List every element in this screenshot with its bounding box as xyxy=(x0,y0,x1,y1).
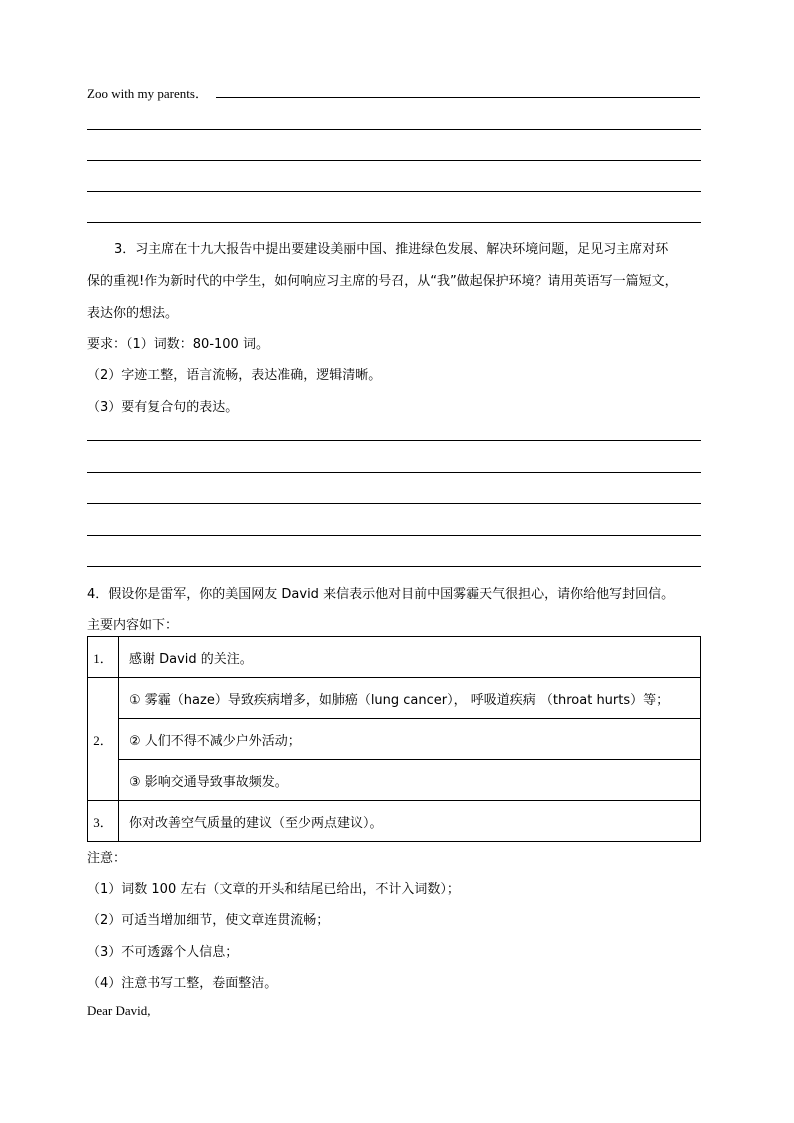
row-number: 1． xyxy=(88,637,119,678)
row-number: 3． xyxy=(88,801,119,842)
answer-line[interactable] xyxy=(87,472,701,473)
answer-line[interactable] xyxy=(87,503,701,504)
q4-content-label: 主要内容如下： xyxy=(87,618,179,633)
table-row xyxy=(88,760,701,801)
answer-line[interactable] xyxy=(87,440,701,441)
row-number: 2． xyxy=(88,678,119,801)
table-row xyxy=(88,678,701,719)
table-row xyxy=(88,719,701,760)
letter-greeting: Dear David, xyxy=(87,1003,151,1018)
q3-requirement-1: 要求：（1）词数：80-100 词。 xyxy=(87,337,269,352)
answer-line[interactable] xyxy=(87,129,701,130)
table-row xyxy=(88,637,701,678)
q3-requirement-3: （3）要有复合句的表达。 xyxy=(87,400,239,415)
note-2: （2）可适当增加细节，使文章连贯流畅； xyxy=(87,913,330,928)
zoo-text: Zoo with my parents． xyxy=(87,86,208,101)
answer-line[interactable] xyxy=(87,191,701,192)
row-text: 感谢 David 的关注。 xyxy=(119,637,701,678)
table-row xyxy=(88,801,701,842)
answer-line[interactable] xyxy=(87,222,701,223)
row-text: 你对改善空气质量的建议（至少两点建议）。 xyxy=(119,801,701,842)
row-text: ① 雾霾（haze）导致疾病增多，如肺癌（lung cancer）， 呼吸道疾病 （throat hurts）等； xyxy=(119,678,701,719)
row-text: ② 人们不得不减少户外活动； xyxy=(119,719,701,760)
answer-line[interactable] xyxy=(216,97,700,98)
notes-label: 注意： xyxy=(87,851,127,866)
q3-paragraph-line3: 表达你的想法。 xyxy=(87,306,179,321)
q3-paragraph-line1: 3．习主席在十九大报告中提出要建设美丽中国、推进绿色发展、解决环境问题，足见习主席对环 xyxy=(114,242,669,257)
note-1: （1）词数 100 左右（文章的开头和结尾已给出，不计入词数）； xyxy=(87,882,460,897)
content-table xyxy=(87,636,701,842)
answer-line[interactable] xyxy=(87,566,701,567)
q3-requirement-2: （2）字迹工整，语言流畅，表达准确，逻辑清晰。 xyxy=(87,368,382,383)
row-text: ③ 影响交通导致事故频发。 xyxy=(119,760,701,801)
answer-line[interactable] xyxy=(87,160,701,161)
q3-paragraph-line2: 保的重视!作为新时代的中学生，如何响应习主席的号召，从“我”做起保护环境？请用英语写一篇短文， xyxy=(87,274,678,289)
answer-line[interactable] xyxy=(87,535,701,536)
note-3: （3）不可透露个人信息； xyxy=(87,945,239,960)
note-4: （4）注意书写工整，卷面整洁。 xyxy=(87,976,278,991)
q4-intro: 4．假设你是雷军，你的美国网友 David 来信表示他对目前中国雾霾天气很担心，请你给他写封回信。 xyxy=(87,587,675,602)
